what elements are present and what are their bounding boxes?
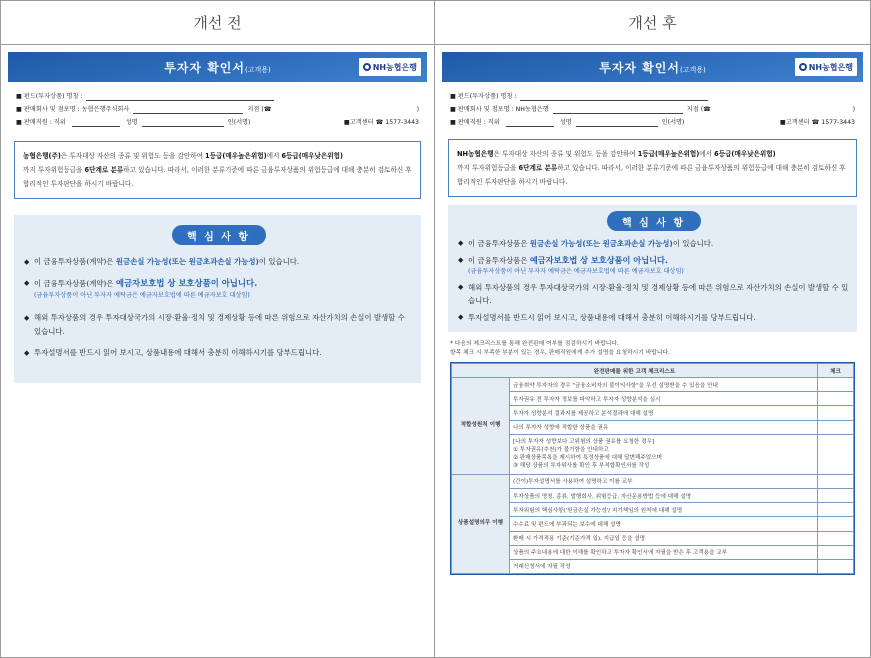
table-row: 적합성원칙 이행 금융취약 투자자의 경우 "금융소비자의 불이익사항"을 우선 설명받을 수 있음을 안내	[452, 378, 854, 392]
logo-icon	[799, 63, 807, 71]
intro-box: 농협은행(주)은 투자대상 자산의 종류 및 위험도 등을 감안하여 1등급(매우높은위험)에서 6등급(매우낮은위험) 까지 투자위험등급을 6단계로 분류하고 있습니다. 따라서, 이러한 분류기준에 따른 금융투자상품의 위험등급에 대해 충분히 검토하신 후 합리적인 투자판단을 하시기 바랍니다.	[14, 141, 421, 199]
core-section	[14, 215, 421, 383]
check-cell[interactable]	[818, 378, 854, 392]
bullet-2: ◆ 이 금융투자상품(계약)은 예금자보호법 상 보호상품이 아닙니다. (금융투자상품이 아닌 투자자 예탁금은 예금자보호법에 따른 예금자보호 대상임)	[24, 278, 258, 299]
nh-logo: NH농협은행	[359, 58, 421, 76]
bullet-3: ◆ 해외 투자상품의 경우 투자대상국가의 시장·환율·정치 및 경제상황 등에 따른 위험으로 자산가치의 손실이 발생할 수 있습니다.	[458, 283, 849, 305]
check-cell[interactable]	[818, 531, 854, 545]
bullet-1: ◆ 이 금융투자상품은 원금손실 가능성(또는 원금초과손실 가능성)이 있습니다.	[458, 239, 714, 248]
check-cell[interactable]	[818, 392, 854, 406]
check-cell[interactable]	[818, 406, 854, 420]
category-explanation: 상품설명의무 이행	[452, 474, 510, 573]
check-cell[interactable]	[818, 488, 854, 502]
intro-box: NH농협은행은 투자대상 자산의 종류 및 위험도 등을 감안하여 1등급(매우높은위험)에서 6등급(매우낮은위험) 까지 투자위험등급을 6단계로 분류하고 있습니다. 따라서, 이러한 분류기준에 따른 금융투자상품의 위험등급에 대해 충분히 검토하신 후 합리적인 투자판단을 하시기 바랍니다.	[448, 139, 857, 197]
after-header: 개선 후	[435, 1, 870, 45]
bullet-1: ◆ 이 금융투자상품(계약)은 원금손실 가능성(또는 원금초과손실 가능성)이 있습니다.	[24, 257, 300, 266]
table-row: 환매 시 가격적용 기준(기준가격 일), 지급일 등을 설명	[452, 531, 854, 545]
table-row: 투자상품의 명칭, 종류, 발행회사, 위험등급, 자산운용방법 등에 대해 설명	[452, 488, 854, 502]
core-label: 핵 심 사 항	[607, 211, 701, 231]
after-column	[435, 0, 871, 658]
check-cell[interactable]	[818, 474, 854, 488]
document-title: 투자자 확인서(고객용)	[164, 60, 271, 75]
document-banner	[442, 52, 863, 82]
info-fields: ■ 펀드(투자상품) 명칭 : ■ 판매회사 및 점포명 : NH농협은행 지점 (☎ ) ■ 판매직원 : 직위 성명 인(서명) ■고객센터 ☎ 1577-3443	[450, 93, 855, 126]
bullet-4: ◆ 투자설명서를 반드시 읽어 보시고, 상품내용에 대해서 충분히 이해하시기를 당부드립니다.	[24, 348, 322, 357]
before-document	[8, 52, 427, 651]
after-document	[442, 52, 863, 651]
table-row: 투자권유 전 투자자 정보를 파악하고 투자자 성향분석을 실시	[452, 392, 854, 406]
table-row: [나의 투자자 성향보다 고위험의 상품 권유를 요청한 경우] ① 투자권유(추천)가 불가함을 안내하고 ② 판매상품목록을 제시하여 특정상품에 대해 답변해주었으며 ③ 해당 상품의 투자위사를 확인 후 부적합확인서를 작성	[452, 434, 854, 474]
check-cell[interactable]	[818, 503, 854, 517]
checklist-title: 완전판매를 위한 고객 체크리스트	[452, 364, 818, 378]
table-row: 수수료 및 펀드에 부과되는 보수에 대해 설명	[452, 517, 854, 531]
check-cell[interactable]	[818, 434, 854, 474]
table-row: 상품의 주요내용에 대한 이해를 확인하고 투자자 확인서에 자필을 받은 후 고객용을 교부	[452, 545, 854, 559]
customer-checklist	[450, 362, 855, 575]
document-banner	[8, 52, 427, 82]
table-row: 나의 투자자 성향에 적합한 상품을 권유	[452, 420, 854, 434]
check-cell[interactable]	[818, 420, 854, 434]
core-section	[448, 205, 857, 332]
checklist-notes: * 다음의 체크리스트를 통해 완전판매 여부를 점검하시기 바랍니다. 항목 체크 시 부족한 부분이 있는 경우, 판매직원에게 추가 설명을 요청하시기 바랍니다.	[450, 341, 670, 356]
check-cell[interactable]	[818, 559, 854, 573]
bullet-4: ◆ 투자설명서를 반드시 읽어 보시고, 상품내용에 대해서 충분히 이해하시기를 당부드립니다.	[458, 313, 756, 322]
before-header: 개선 전	[1, 1, 434, 45]
table-row: 투자위험의 핵심사항('원금손실 가능성'/ 지기책임의 원칙에 대해 설명	[452, 503, 854, 517]
check-cell[interactable]	[818, 545, 854, 559]
logo-icon	[363, 63, 371, 71]
bullet-3: ◆ 해외 투자상품의 경우 투자대상국가의 시장·환율·정치 및 경제상황 등에 따른 위험으로 자산가치의 손실이 발생할 수 있습니다.	[24, 313, 405, 336]
before-column	[0, 0, 435, 658]
nh-logo: NH농협은행	[795, 58, 857, 76]
checklist-check-header: 체크	[818, 364, 854, 378]
document-title: 투자자 확인서(고객용)	[599, 60, 706, 75]
table-row: 투자자 성향분석 결과지를 제공하고 분석결과에 대해 설명	[452, 406, 854, 420]
table-row: 상품설명의무 이행 (간이)투자설명서를 사용하여 설명하고 이를 교부	[452, 474, 854, 488]
check-cell[interactable]	[818, 517, 854, 531]
info-fields: ■ 펀드(투자상품) 명칭 : ■ 판매회사 및 점포명 : 농협은행주식회사 지점 (☎ ) ■ 판매직원 : 직위 성명 인(서명) ■고객센터 ☎ 1577-3443	[16, 93, 419, 126]
table-row: 거래신청서에 자필 작성	[452, 559, 854, 573]
core-label: 핵 심 사 항	[172, 225, 266, 245]
category-suitability: 적합성원칙 이행	[452, 378, 510, 475]
bullet-2: ◆ 이 금융투자상품은 예금자보호법 상 보호상품이 아닙니다. (금융투자상품이 아닌 투자자 예탁금은 예금자보호법에 따른 예금자보호 대상임)	[458, 255, 684, 275]
